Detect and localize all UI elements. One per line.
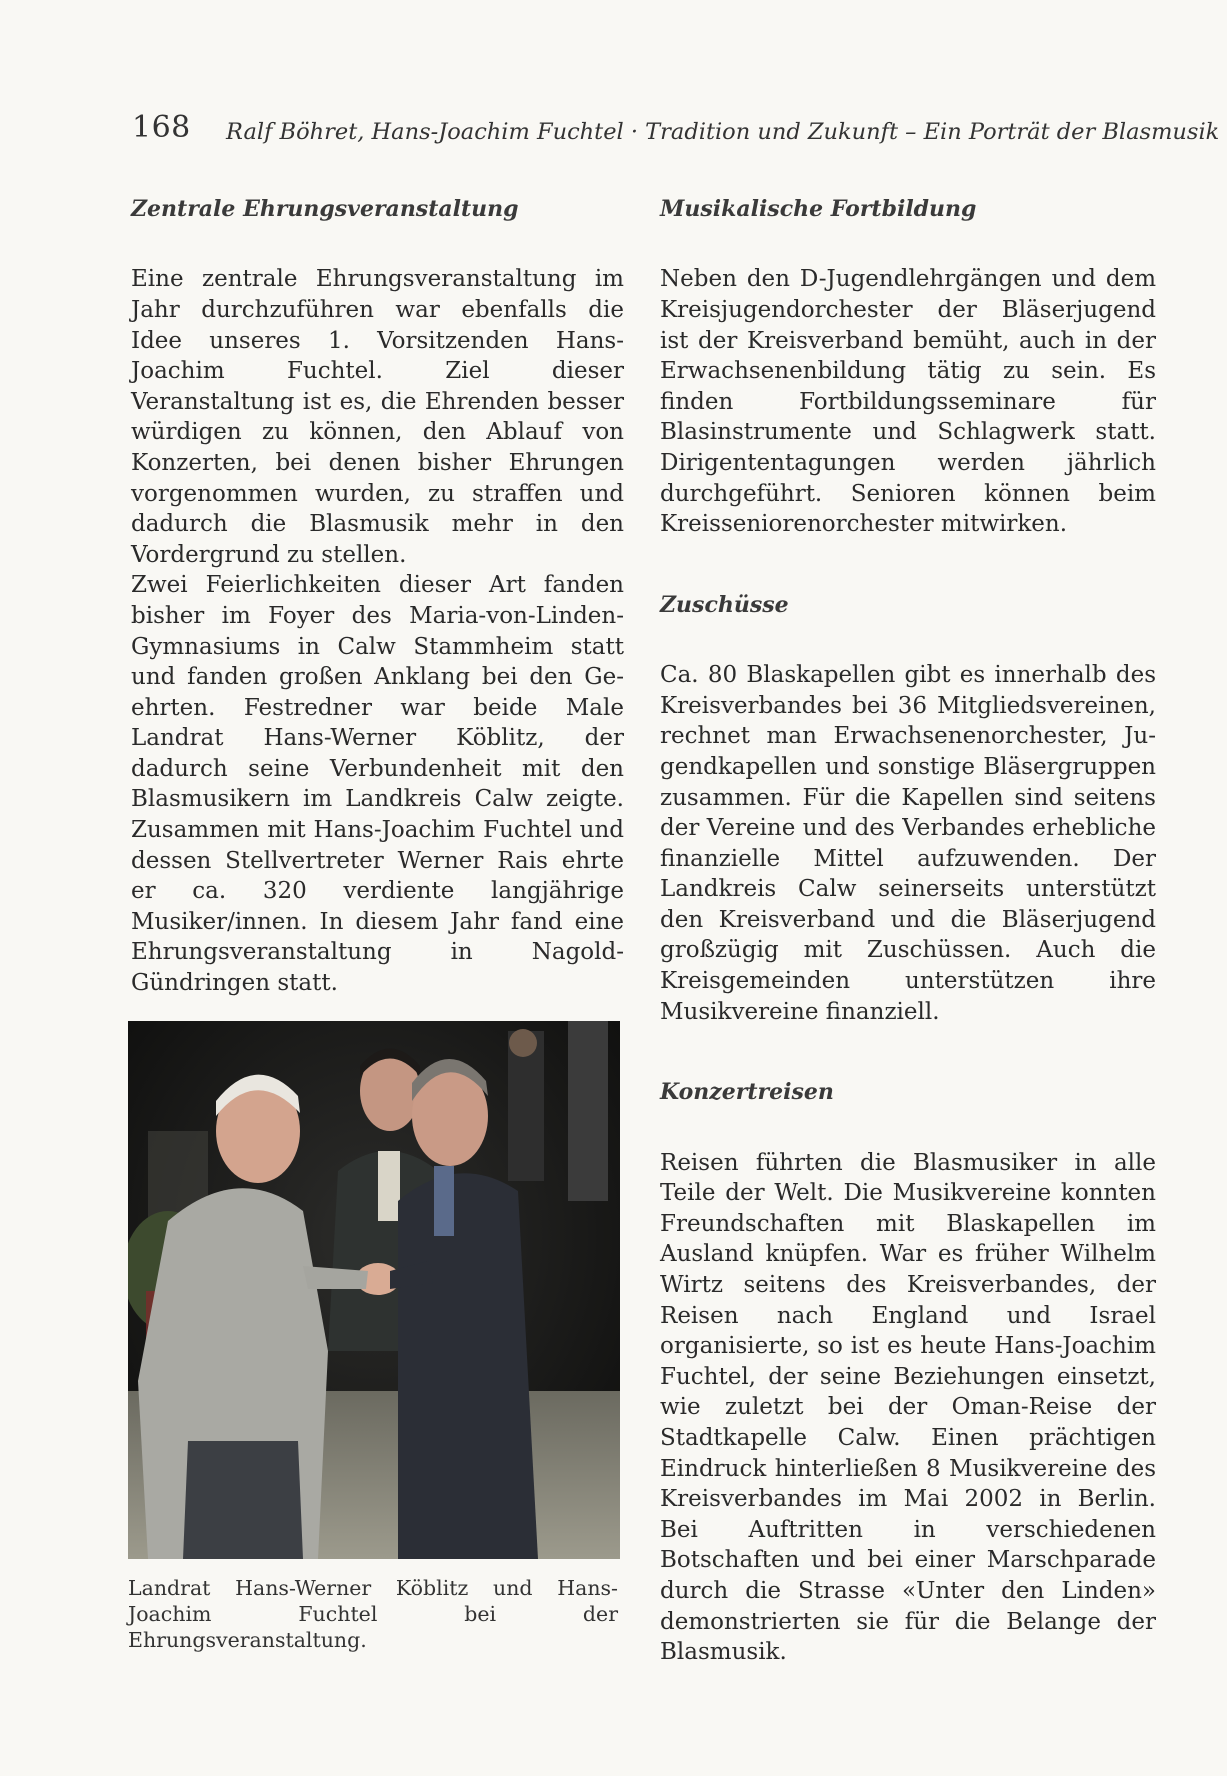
left-column — [131, 196, 624, 999]
handshake-photo-illustration — [128, 1021, 620, 1559]
paragraph-fortbildung: Neben den D-Jugendlehrgängen und dem Kreisjugendorchester der Bläserjugend ist der Kreisverband bemüht, auch in der Erwachsenenbildung tätig zu sein. Es finden Fortbildungsseminare für Blasinstrumente und Schlagwerk statt. Dirigententagungen werden jährlich durchgeführt. Senioren können beim Kreisseniorenorchester mitwirken. — [660, 266, 1156, 538]
paragraph-konzertreisen: Reisen führten die Blasmusiker in alle Teile der Welt. Die Musikvereine konnten Freundschaften mit Blaskapellen im Ausland knüpfen. War es früher Wilhelm Wirtz seitens des Kreisverbandes, der Reisen nach England und Israel organisierte, so ist es heute Hans-Joachim Fuchtel, der seine Beziehungen einsetzt, wie zuletzt bei der Oman-Reise der Stadtkapelle Calw. Einen prächtigen Eindruck hinterließen 8 Musikvereine des Kreisverbandes im Mai 2002 in Berlin. Bei Auftritten in verschiedenen Botschaften und bei einer Marschparade durch die Strasse «Unter den Linden» demonstrierten sie für die Belange der Blasmusik. — [660, 1149, 1156, 1666]
section-heading-fortbildung: Musikalische Fortbildung — [660, 196, 977, 222]
paragraph-ehrung-2: Zwei Feierlichkeiten dieser Art fanden bisher im Foyer des Maria-von-Linden-Gymnasiums in Calw Stammheim statt und fanden großen Anklang bei den Geehrten. Festredner war beide Male Landrat Hans-Werner Köblitz, der dadurch seine Verbundenheit mit den Blasmusikern im Landkreis Calw zeigte. Zusammen mit Hans-Joachim Fuchtel und dessen Stellvertreter Werner Rais ehrte er ca. 320 verdiente langjährige Musiker/innen. In diesem Jahr fand eine Ehrungsveranstaltung in Nagold-Gündringen statt. — [131, 572, 624, 997]
paragraph-ehrung-1: Eine zentrale Ehrungsveranstaltung im Jahr durchzuführen war ebenfalls die Idee unseres 1. Vorsitzenden Hans-Joachim Fuchtel. Ziel dieser Veranstaltung ist es, die Ehrenden besser würdigen zu können, den Ablauf von Konzerten, bei denen bisher Ehrungen vorgenommen wurden, zu straffen und dadurch die Blasmusik mehr in den Vordergrund zu stellen. — [131, 266, 624, 568]
running-head: Ralf Böhret, Hans-Joachim Fuchtel · Tradition und Zukunft – Ein Porträt der Blasmusik — [226, 119, 1220, 145]
paragraph-zuschuesse: Ca. 80 Blaskapellen gibt es innerhalb des Kreisverbandes bei 36 Mitgliedsvereinen, rechnet man Erwachsenenorchester, Jugendkapellen und sonstige Bläsergruppen zusammen. Für die Kapellen sind seitens der Vereine und des Verbandes erhebliche finanzielle Mittel aufzuwenden. Der Landkreis Calw seinerseits unterstützt den Kreisverband und die Bläserjugend großzügig mit Zuschüssen. Auch die Kreisgemeinden unterstützen ihre Musikvereine finanziell. — [660, 662, 1156, 1025]
photo-caption: Landrat Hans-Werner Köblitz und Hans-Joachim Fuchtel bei der Ehrungsveranstaltung. — [128, 1576, 618, 1652]
event-photo — [128, 1021, 620, 1559]
section-heading-ehrung: Zentrale Ehrungsveranstaltung — [131, 196, 519, 222]
page-number: 168 — [132, 110, 191, 145]
right-column — [660, 196, 1156, 1668]
section-heading-zuschuesse: Zuschüsse — [660, 591, 789, 618]
section-heading-konzertreisen: Konzertreisen — [660, 1079, 834, 1106]
